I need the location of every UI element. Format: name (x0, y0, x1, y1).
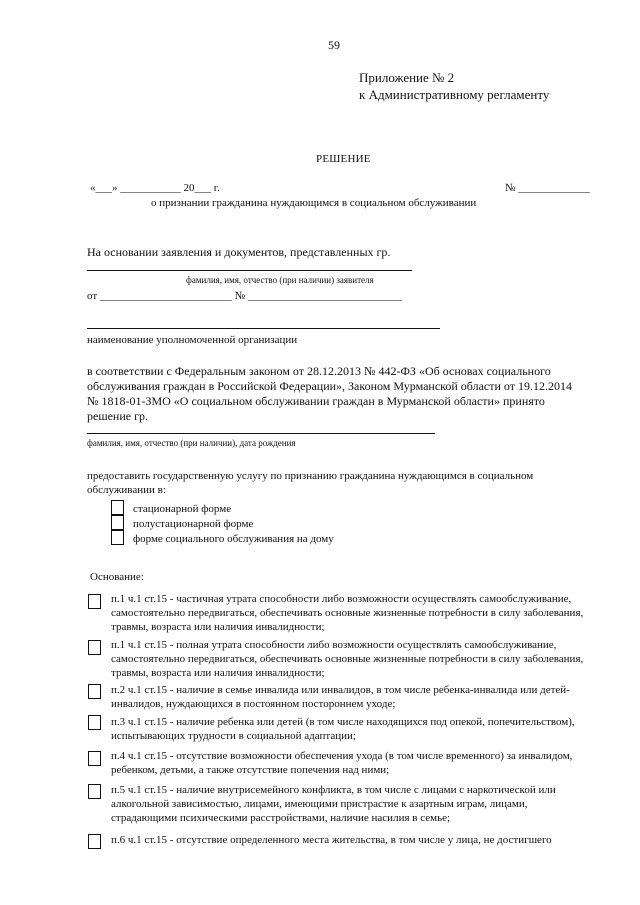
ground-text-6: п.5 ч.1 ст.15 - наличие внутрисемейного конфликта, в том числе с лицами с наркотической или алкогольной зависимостью, лицами, имеющими пристрастие к азартным играм, лицами, страдающими психическими расстройствами, наличие насилия в семье; (111, 784, 556, 824)
decision-subject: о признании гражданина нуждающимся в социальном обслуживании (151, 197, 477, 209)
form-label-semistationary: полустационарной форме (133, 518, 254, 530)
recipient-line[interactable] (87, 433, 435, 434)
application-from-row[interactable]: от ________________________ № ____________________________ (87, 290, 402, 302)
law-reference-text: в соответствии с Федеральным законом от 28.12.2013 № 442-ФЗ «Об основах социального обслуживания граждан в Российской Федерации», Законом Мурманской области от 19.12.2014 № 1818-01-ЗМО «О социальном обслуживании граждан в Мурманской области» принято решение гр. (87, 364, 573, 423)
ground-checkbox-6[interactable] (88, 784, 101, 799)
ground-text-5: п.4 ч.1 ст.15 - отсутствие возможности обеспечения ухода (в том числе временного) за инвалидом, ребенком, детьми, а также отсутствие попечения над ними; (111, 750, 573, 776)
ground-checkbox-7[interactable] (88, 834, 101, 849)
recipient-caption: фамилия, имя, отчество (при наличии), дата рождения (87, 438, 296, 448)
ground-text-1: п.1 ч.1 ст.15 - частичная утрата способности либо возможности осуществлять самообслуживание, самостоятельно передвигаться, обеспечивать основные жизненные потребности в силу заболевания, травмы, возраста или наличия инвалидности; (111, 593, 584, 633)
applicant-name-caption: фамилия, имя, отчество (при наличии) заявителя (186, 275, 374, 285)
ground-checkbox-2[interactable] (88, 640, 101, 655)
ground-text-3: п.2 ч.1 ст.15 - наличие в семье инвалида или инвалидов, в том числе ребенка-инвалида или детей-инвалидов, нуждающихся в постоянном постороннем уходе; (111, 684, 570, 710)
applicant-name-line[interactable] (87, 270, 412, 271)
form-checkbox-semistationary[interactable] (111, 515, 124, 530)
form-label-stationary: стационарной форме (133, 503, 232, 515)
appendix-title: Приложение № 2 (359, 70, 455, 85)
ground-checkbox-4[interactable] (88, 715, 101, 730)
applicant-intro: На основании заявления и документов, представленных гр. (87, 245, 391, 259)
organization-caption: наименование уполномоченной организации (87, 334, 298, 346)
ground-checkbox-3[interactable] (88, 684, 101, 699)
service-intro-text: предоставить государственную услугу по признанию гражданина нуждающимся в социальном обслуживании в: (87, 470, 534, 496)
ground-checkbox-1[interactable] (88, 594, 101, 609)
form-label-home: форме социального обслуживания на дому (133, 533, 334, 545)
form-checkbox-home[interactable] (111, 530, 124, 545)
organization-line[interactable] (87, 328, 440, 329)
ground-text-4: п.3 ч.1 ст.15 - наличие ребенка или детей (в том числе находящихся под опекой, попечительством), испытывающих трудности в социальной адаптации; (111, 716, 575, 742)
basis-title: Основание: (90, 571, 144, 583)
page-number: 59 (328, 38, 340, 52)
form-checkbox-stationary[interactable] (111, 500, 124, 515)
document-title: РЕШЕНИЕ (316, 153, 371, 165)
decision-number-field[interactable]: № _____________ (505, 182, 590, 194)
appendix-subtitle: к Административному регламенту (359, 87, 550, 102)
ground-checkbox-5[interactable] (88, 751, 101, 766)
ground-text-7: п.6 ч.1 ст.15 - отсутствие определенного места жительства, в том числе у лица, не достигшего (111, 834, 552, 846)
date-field[interactable]: «___» ___________ 20___ г. (90, 182, 220, 194)
ground-text-2: п.1 ч.1 ст.15 - полная утрата способности либо возможности осуществлять самообслуживание, самостоятельно передвигаться, обеспечивать основные жизненные потребности в силу заболевания, травмы, возраста или наличия инвалидности; (111, 639, 584, 679)
